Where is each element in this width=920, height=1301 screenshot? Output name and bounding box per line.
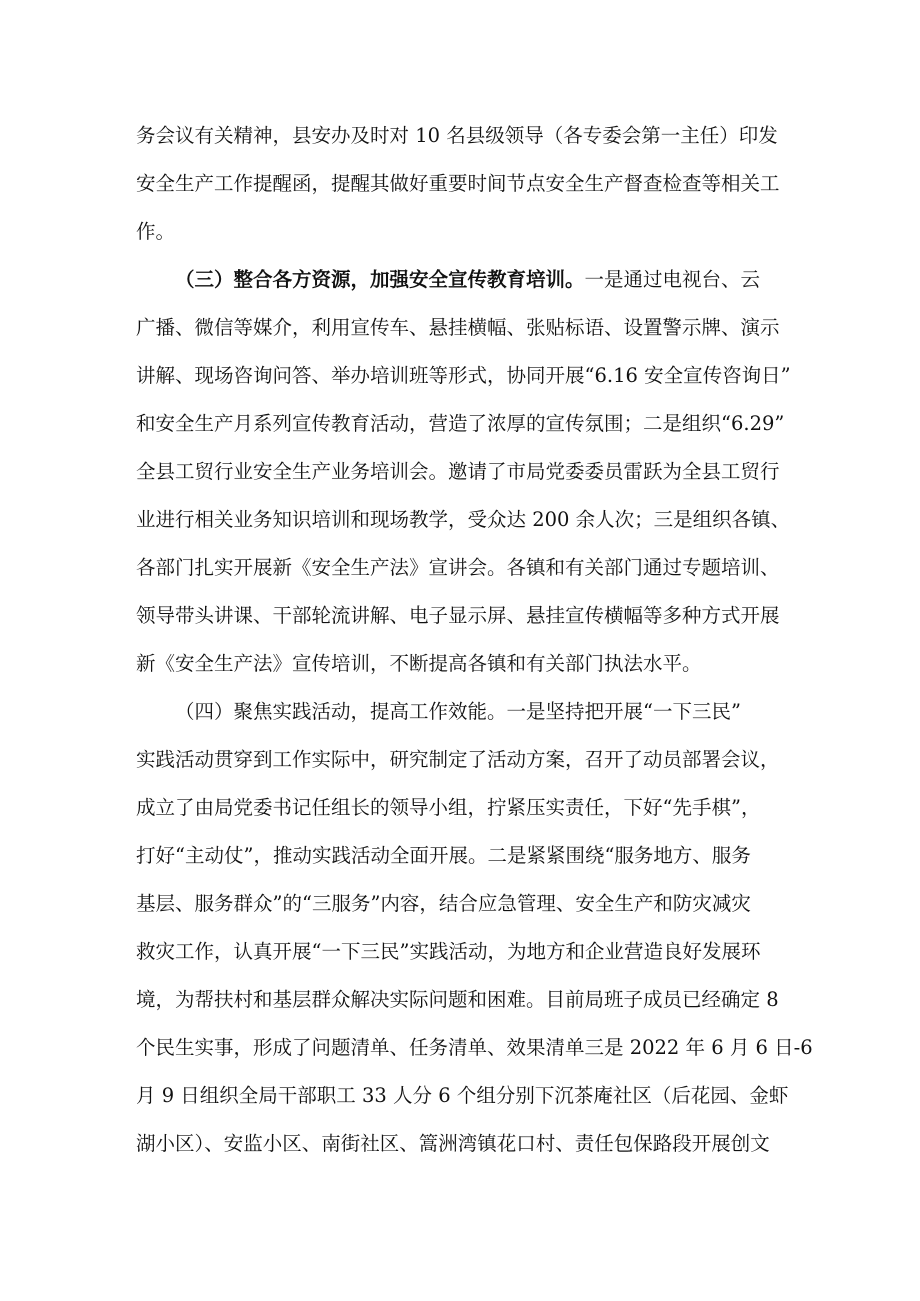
text-line: 基层、服务群众”的“三服务”内容，结合应急管理、安全生产和防灾减灾 bbox=[136, 892, 751, 915]
text-line: 各部门扎实开展新《安全生产法》宣讲会。各镇和有关部门通过专题培训、 bbox=[136, 556, 780, 579]
section-3-first-line-text: 一是通过电视台、云 bbox=[584, 268, 761, 291]
text-line: 广播、微信等媒介，利用宣传车、悬挂横幅、张贴标语、设置警示牌、演示 bbox=[136, 316, 780, 339]
text-line: 境，为帮扶村和基层群众解决实际问题和困难。目前局班子成员已经确定 8 bbox=[136, 988, 779, 1011]
text-line: 作。 bbox=[136, 220, 176, 243]
text-line: 救灾工作，认真开展“一下三民”实践活动，为地方和企业营造良好发展环 bbox=[136, 940, 761, 963]
text-line: 实践活动贯穿到工作实际中，研究制定了活动方案，召开了动员部署会议， bbox=[136, 748, 780, 771]
section-3-heading: （三）整合各方资源，加强安全宣传教育培训。 bbox=[175, 268, 585, 291]
text-line: 湖小区）、安监小区、南街社区、篙洲湾镇花口村、责任包保路段开展创文 bbox=[136, 1132, 770, 1155]
text-line: 新《安全生产法》宣传培训，不断提高各镇和有关部门执法水平。 bbox=[136, 652, 702, 675]
text-line: 月 9 日组织全局干部职工 33 人分 6 个组分别下沉茶庵社区（后花园、金虾 bbox=[136, 1084, 789, 1107]
text-line: 领导带头讲课、干部轮流讲解、电子显示屏、悬挂宣传横幅等多种方式开展 bbox=[136, 604, 780, 627]
text-line: 务会议有关精神，县安办及时对 10 名县级领导（各专委会第一主任）印发 bbox=[136, 124, 778, 147]
text-line: 成立了由局党委书记任组长的领导小组，拧紧压实责任，下好“先手棋”， bbox=[136, 796, 761, 819]
section-3-first-line bbox=[175, 260, 760, 300]
text-line: 和安全生产月系列宣传教育活动，营造了浓厚的宣传氛围；二是组织“6.29” bbox=[136, 412, 785, 435]
text-line: 全县工贸行业安全生产业务培训会。邀请了市局党委委员雷跃为全县工贸行 bbox=[136, 460, 780, 483]
text-line: 安全生产工作提醒函，提醒其做好重要时间节点安全生产督查检查等相关工 bbox=[136, 172, 780, 195]
text-line: 打好“主动仗”，推动实践活动全面开展。二是紧紧围绕“服务地方、服务 bbox=[136, 844, 751, 867]
text-line: 个民生实事，形成了问题清单、任务清单、效果清单三是 2022 年 6 月 6 日-6 bbox=[136, 1036, 813, 1059]
text-line: 业进行相关业务知识培训和现场教学，受众达 200 余人次；三是组织各镇、 bbox=[136, 508, 791, 531]
section-4-first-line: （四）聚焦实践活动，提高工作效能。一是坚持把开展“一下三民” bbox=[175, 700, 741, 723]
text-line: 讲解、现场咨询问答、举办培训班等形式，协同开展“6.16 安全宣传咨询日” bbox=[136, 364, 791, 387]
